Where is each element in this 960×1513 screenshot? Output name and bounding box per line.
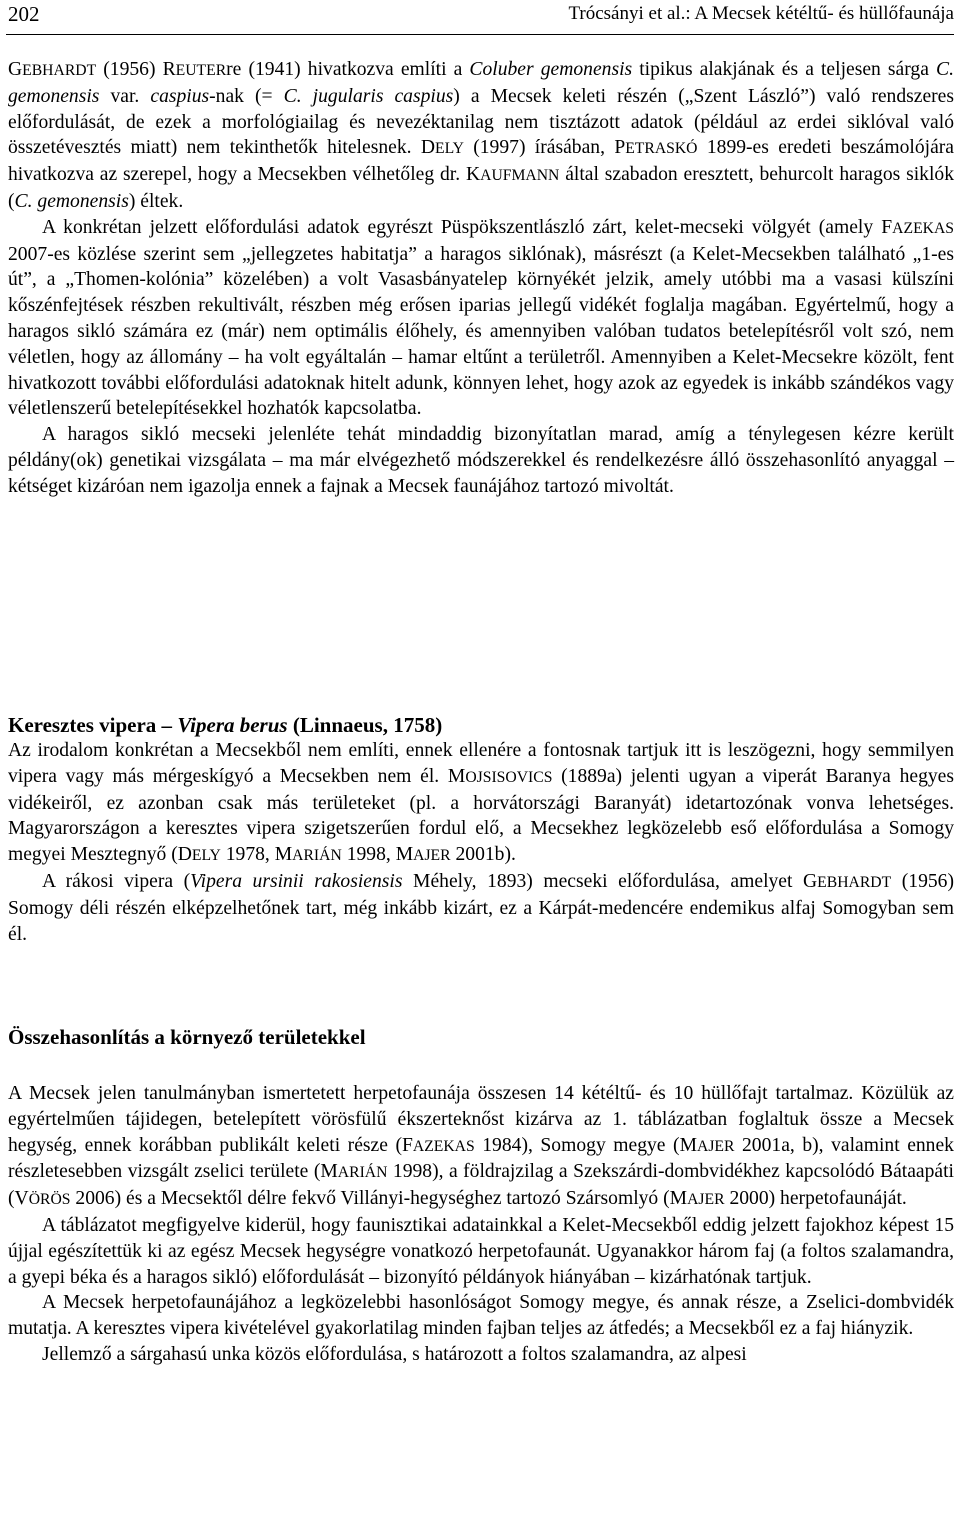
author-name: MOJSISOVICS — [447, 765, 553, 787]
species-name: C. gemonensis — [14, 190, 129, 212]
species-name: C. jugularis caspius — [283, 85, 454, 107]
paragraph-comparison-intro: A Mecsek jelen tanulmányban ismertetett herpetofaunája összesen 14 kétéltű- és 10 hüllőfajt tartalmaz. Közülük az egyértelműen tájidegen, betelepített vörösfülű ékszerteknőst kizárva az 1. táblázatban foglaltuk össze a Mecsek hegység, ennek korábban publikált keleti része (FAZEKAS 1984), Somogy megye (MAJER 2001a, b), valamint ennek részletesebben vizsgált zselici területe (MARIÁN 1998), a földrajzilag a Szekszárdi-dombvidékhez kapcsolódó Bátaapáti (VÖRÖS 2006) és a Mecsektől délre fekvő Villányi-hegységhez tartozó Szársomlyó (MAJER 2000) herpetofaunáját. — [8, 1083, 954, 1210]
page-number: 202 — [8, 2, 40, 26]
author-name: MAJER — [669, 1188, 725, 1210]
species-name: Vipera ursinii rakosiensis — [190, 870, 403, 892]
author-name: VÖRÖS — [14, 1188, 71, 1210]
paragraph-comparison-similarity: A Mecsek herpetofaunájához a legközelebbi hasonlóságot Somogy megye, és annak része, a Zselici-dombvidék mutatja. A keresztes vipera kivételével gyakorlatilag minden fajban teljes az átfedés; a Mecsekből ez a faj hiányzik. — [8, 1292, 954, 1340]
section-vipera — [8, 712, 954, 947]
paragraph-comparison-unka: Jellemző a sárgahasú unka közös előfordulása, s határozott a foltos szalamandra, az alpesi — [42, 1343, 747, 1365]
author-name: DELY — [420, 137, 464, 159]
author-name: DELY — [177, 844, 221, 866]
paragraph-conclusion: A haragos sikló mecseki jelenléte tehát mindaddig bizonyítatlan marad, amíg a ténylegesen kézre került példány(ok) genetikai vizsgálata – ma már elvégezhető módszerekkel és rendelkezésre álló összehasonlító anyaggal – kétséget kizáróan nem igazolja ennek a fajnak a Mecsek faunájához tartozó mivoltát. — [8, 424, 954, 497]
running-title: Trócsányi et al.: A Mecsek kétéltű- és hüllőfaunája — [568, 3, 954, 24]
author-name: MARIÁN — [274, 844, 342, 866]
paragraph-vipera-berus: Az irodalom konkrétan a Mecsekből nem említi, ennek ellenére a fontosnak tartjuk itt is leszögezni, hogy semmilyen vipera vagy más mérgeskígyó a Mecsekben nem él. MOJSISOVICS (1889a) jelenti ugyan a viperát Baranya hegyes vidékeiről, ez azonban csak más területeket (pl. a horvátországi Baranyát) idetartozónak vonva lehetséges. Magyarországon a keresztes vipera szigetszerűen fordul elő, a Mecsekhez legközelebb eső előfordulása a Somogy megyei Mesztegnyő (DELY 1978, MARIÁN 1998, MAJER 2001b). — [8, 740, 954, 866]
species-name: caspius — [150, 85, 210, 107]
author-name: FAZEKAS — [881, 216, 954, 238]
paragraph-gebhardt: GEBHARDT (1956) REUTERre (1941) hivatkozva említi a Coluber gemonensis tipikus alakjának és a teljesen sárga C. gemonensis var. caspius-nak (= C. jugularis caspius) a Mecsek keleti részén („Szent László”) való rendszeres előfordulását, de ezek a morfológiailag és nevezéktanilag nem tisztázott adatok (például az erdei siklóval való összetévesztés miatt) nem tekinthetők hitelesnek. DELY (1997) írásában, PETRASKÓ 1899-es eredeti beszámolójára hivatkozva az szerepel, hogy a Mecsekben vélhetőleg dr. KAUFMANN által szabadon eresztett, behurcolt haragos siklók (C. gemonensis) éltek. — [8, 59, 955, 212]
paragraph-vipera-ursinii: A rákosi vipera (Vipera ursinii rakosiensis Méhely, 1893) mecseki előfordulása, amelyet GEBHARDT (1956) Somogy déli részén elképzelhetőnek tart, még inkább kizárt, ez a Kárpát-medencére endemikus alfaj Somogyban sem él. — [8, 870, 954, 945]
paragraph-comparison-table: A táblázatot megfigyelve kiderül, hogy faunisztikai adatainkkal a Kelet-Mecsekből eddig jelzett fajokhoz képest 15 újjal egészítettük ki az egész Mecsek hegységre vonatkozó herpetofaunát. Ugyanakkor három faj (a foltos szalamandra, a gyepi béka és a haragos sikló) előfordulását – bizonyító példányok hiányában – kizárhatónak tartjuk. — [8, 1214, 954, 1288]
author-name: GEBHARDT — [803, 870, 892, 892]
author-name: MAJER — [679, 1134, 735, 1156]
author-name: GEBHARDT — [8, 59, 97, 80]
author-name: REUTER — [162, 59, 227, 80]
section-heading-vipera: Keresztes vipera – Vipera berus (Linnaeus, 1758) — [8, 713, 443, 737]
running-header — [8, 0, 954, 32]
text-block-coluber — [8, 57, 954, 500]
header-divider — [6, 34, 954, 35]
author-name: FAZEKAS — [401, 1134, 475, 1156]
section-comparison-heading-wrap — [8, 1024, 954, 1050]
species-name: C. gemonensis — [8, 59, 954, 107]
author-name: KAUFMANN — [465, 164, 560, 186]
author-name: MAJER — [395, 844, 451, 866]
species-name: Coluber gemonensis — [469, 59, 633, 80]
author-name: PETRASKÓ — [614, 137, 698, 159]
author-name: MARIÁN — [320, 1161, 388, 1183]
section-comparison — [8, 1081, 954, 1368]
section-heading-comparison: Összehasonlítás a környező területekkel — [8, 1025, 366, 1049]
paragraph-occurrence: A konkrétan jelzett előfordulási adatok egyrészt Püspökszentlászló zárt, kelet-mecseki völgyét (amely FAZEKAS 2007-es közlése szerint sem „jellegzetes habitatja” a haragos siklónak), másrészt (a Kelet-Mecsekben található „1-es út”, a „Thomen-kolónia” közelében) a volt Vasasbányatelep környékét jelzik, amely utóbbi ma a vasasi külszíni kőszénfejtések részben rekultivált, részben még erősen iparias jellegű vidékét foglalja magában. Egyértelmű, hogy a haragos sikló számára ez (már) nem optimális élőhely, és amennyiben valóban tudatos betelepítésről volt szó, nem véletlen, hogy az állomány – ha volt egyáltalán – hamar eltűnt a területről. Amennyiben a Kelet-Mecsekre közölt, fent hivatkozott további előfordulási adatoknak hitelt adunk, könnyen lehet, hogy azok az egyedek is inkább szándékos vagy véletlenszerű betelepítésekkel hozhatók kapcsolatba. — [8, 216, 954, 420]
